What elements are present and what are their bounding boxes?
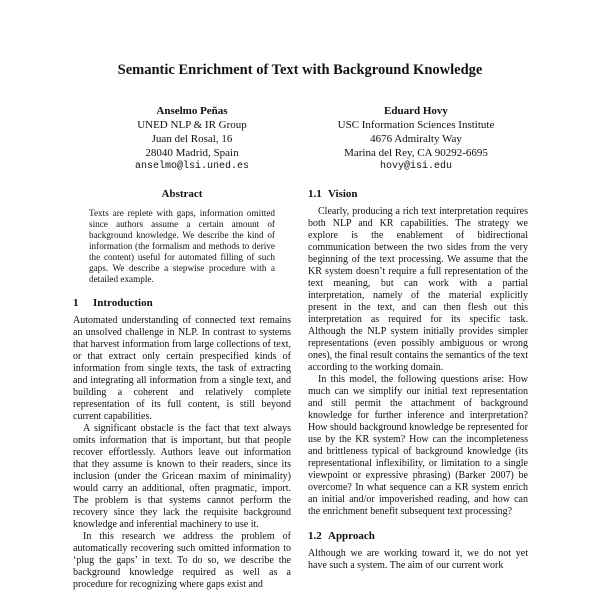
paragraph: Although we are working toward it, we do not yet have such a system. The aim of our current work (308, 548, 528, 571)
author-address-line-1: 4676 Admiralty Way (370, 133, 462, 145)
author-affiliation: USC Information Sciences Institute (337, 119, 495, 131)
author-address-line-1: Juan del Rosal, 16 (151, 133, 233, 145)
section-title: Introduction (93, 297, 153, 309)
author-name: Anselmo Peñas (156, 105, 228, 117)
author-name: Eduard Hovy (384, 105, 448, 117)
author-affiliation: UNED NLP & IR Group (137, 119, 247, 131)
paper-title: Semantic Enrichment of Text with Background Knowledge (117, 62, 483, 78)
paragraph: Automated understanding of connected text remains an unsolved challenge in NLP. In contrast to systems that harvest information from large collections of text, or that extract only certain prespecified kinds of information from single texts, the task of extracting and integrating all information from a single text, and building a coherent and relatively complete representation of its full content, is still beyond current capabilities. (73, 315, 291, 422)
paragraph: In this research we address the problem of automatically recovering such omitted information to ‘plug the gaps’ in text. To do so, we describe the background knowledge required as well as a procedure for recognizing where gaps exist and (73, 531, 291, 590)
author-block-2 (306, 104, 526, 174)
section-number: 1 (73, 297, 79, 309)
right-column (308, 188, 528, 572)
section-title: Vision (328, 188, 358, 200)
author-address-line-2: 28040 Madrid, Spain (145, 147, 239, 159)
author-email: anselmo@lsi.uned.es (134, 161, 250, 172)
section-heading-vision (308, 188, 528, 200)
section-heading-introduction (73, 297, 291, 309)
section-title: Approach (328, 530, 375, 542)
author-email: hovy@isi.edu (379, 161, 452, 172)
paragraph: In this model, the following questions arise: How much can we simplify our initial text representation and still permit the attachment of background knowledge for further inference and interpretation? How should background knowledge be represented for use by the KR system? How can the incompleteness and brittleness typical of background knowledge (its representational inflexibility, or limitation to a single viewpoint or expressive phrasing) (Barker 2007) be overcome? In what sequence can a KR system enrich an initial and/or impoverished reading, and how can the enrichment benefit subsequent text processing? (308, 374, 528, 517)
paragraph: Clearly, producing a rich text interpretation requires both NLP and KR capabilities. The strategy we explore is the enablement of bidirectional communication between the two sides from the very beginning of the text processing. We assume that the KR system doesn’t require a full representation of the text meaning, but can work with a partial interpretation, namely of the material explicitly present in the text, and can then flesh out this interpretation as required for its specific task. Although the NLP system initially provides simpler representations (even possibly ambiguous or wrong ones), the final result contains the semantics of the text according to the working domain. (308, 206, 528, 373)
abstract-heading: Abstract (161, 188, 203, 200)
author-address-line-2: Marina del Rey, CA 90292-6695 (344, 147, 488, 159)
abstract-text: Texts are replete with gaps, information omitted since authors assume a certain amount of background knowledge. We describe the kind of information (the formalism and methods to derive the content) useful for automated filling of such gaps. We describe a stepwise procedure with a detailed example. (89, 208, 275, 284)
paragraph: A significant obstacle is the fact that text always omits information that is important, but that people recover effortlessly. Authors leave out information that they assume is known to their readers, since its inclusion (under the Gricean maxim of minimality) would carry an additional, often pragmatic, import. The problem is that systems cannot perform the recovery since they lack the requisite background knowledge and inferential machinery to use it. (73, 423, 291, 530)
section-number: 1.2 (308, 530, 322, 542)
section-number: 1.1 (308, 188, 322, 200)
section-heading-approach (308, 530, 528, 542)
left-column (73, 188, 291, 591)
author-block-1 (82, 104, 302, 174)
